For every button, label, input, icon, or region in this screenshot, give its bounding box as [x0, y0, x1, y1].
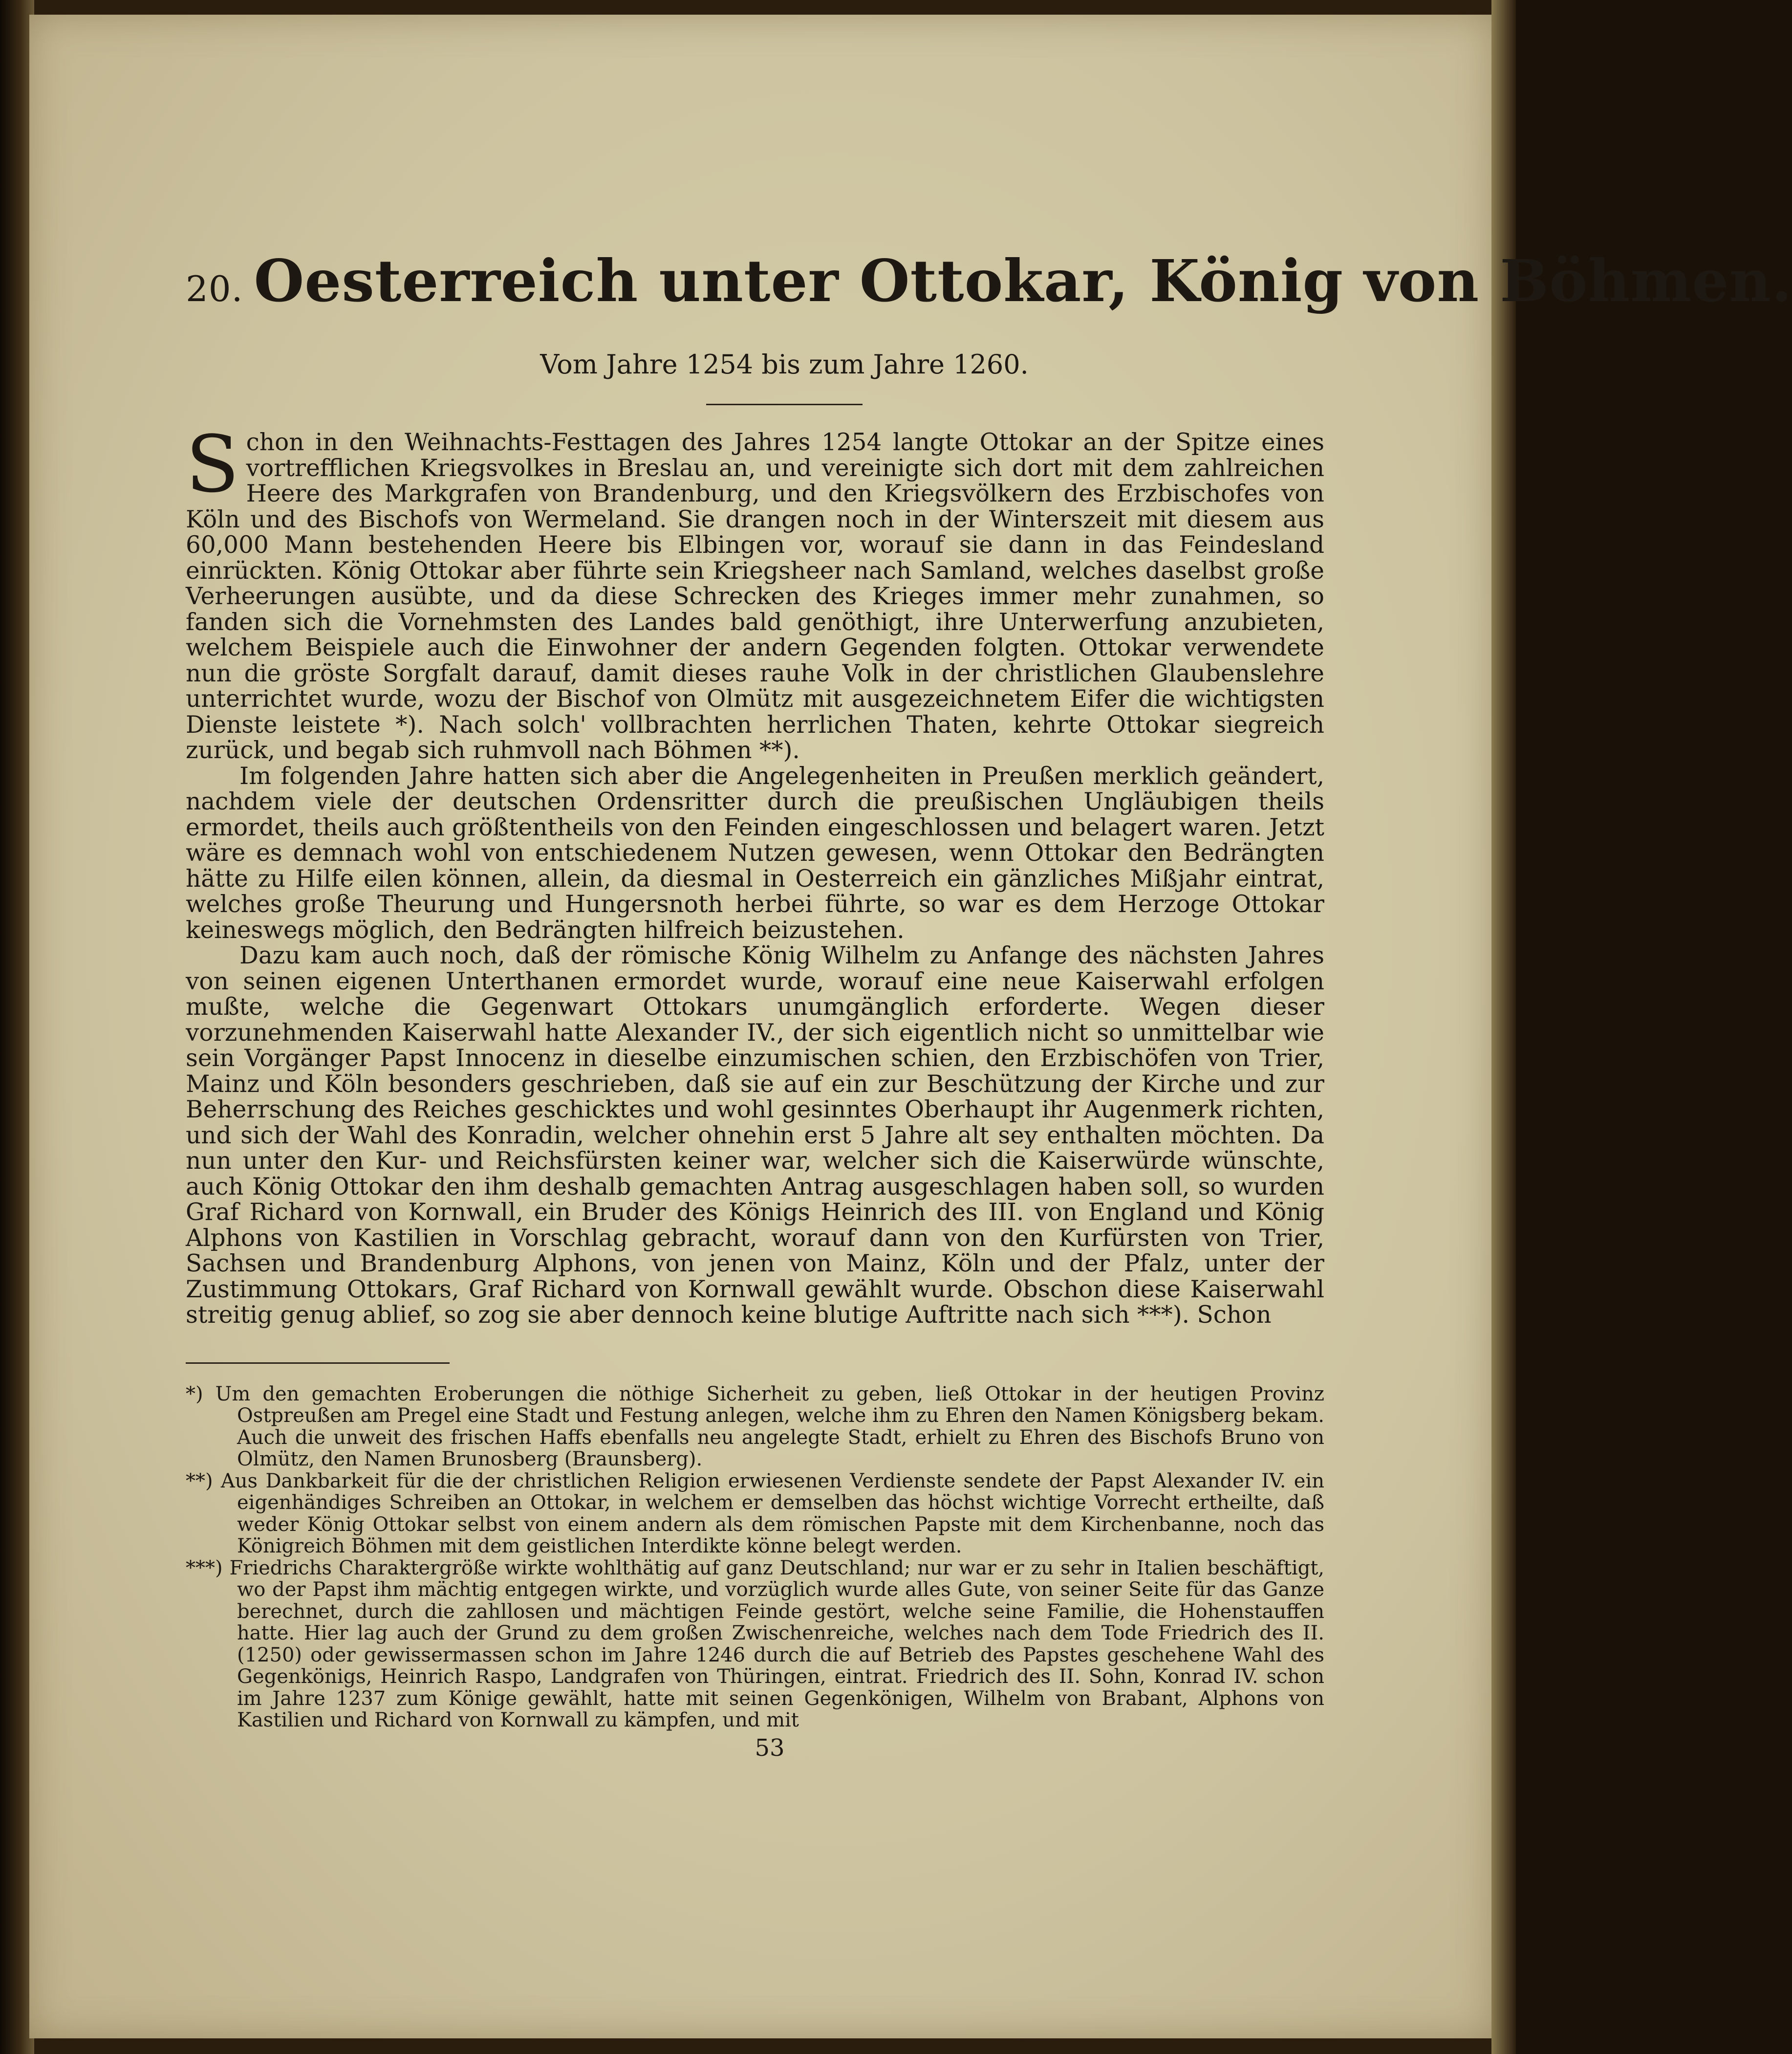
title-divider	[706, 404, 863, 405]
paragraph-1	[186, 418, 1324, 764]
paragraph-3: Dazu kam auch noch, daß der römische König Wilhelm zu Anfange des nächsten Jahres von seinen eigenen Unterthanen ermordet wurde, worauf eine neue Kaiserwahl erfolgen mußte, welche die Gegenwart Ottokars unumgänglich erforderte. Wegen dieser vorzunehmenden Kaiserwahl hatte Alexander IV., der sich eigentlich nicht so unmittelbar wie sein Vorgänger Papst Innocenz in dieselbe einzumischen schien, den Erzbischöfen von Trier, Mainz und Köln besonders geschrieben, daß sie auf ein zur Beschützung der Kirche und zur Beherrschung des Reiches geschicktes und wohl gesinntes Oberhaupt ihr Augenmerk richten, und sich der Wahl des Konradin, welcher ohnehin erst 5 Jahre alt sey enthalten möchten. Da nun unter den Kur- und Reichsfürsten keiner war, welcher sich die Kaiserwürde wünschte, auch König Ottokar den ihm deshalb gemachten Antrag ausgeschlagen haben soll, so wurden Graf Richard von Kornwall, ein Bruder des Königs Heinrich des III. von England und König Alphons von Kastilien in Vorschlag gebracht, worauf dann von den Kurfürsten von Trier, Sachsen und Brandenburg Alphons, von jenen von Mainz, Köln und der Pfalz, unter der Zustimmung Ottokars, Graf Richard von Kornwall gewählt wurde. Obschon diese Kaiserwahl streitig genug ablief, so zog sie aber dennoch keine blutige Auftritte nach sich ***). Schon	[186, 942, 1324, 1329]
footnote-divider	[186, 1362, 450, 1364]
page-content	[186, 244, 1792, 1762]
paragraph-1-text: chon in den Weihnachts-Festtagen des Jahres 1254 langte Ottokar an der Spitze eines vortrefflichen Kriegsvolkes in Breslau an, und vereinigte sich dort mit dem zahlreichen Heere des Markgrafen von Brandenburg, und den Kriegsvölkern des Erzbischofes von Köln und des Bischofs von Wermeland. Sie drangen noch in der Winterszeit mit diesem aus 60,000 Mann bestehenden Heere bis Elbingen vor, worauf sie dann in das Feindesland einrückten. König Ottokar aber führte sein Kriegsheer nach Samland, welches daselbst große Verheerungen ausübte, und da diese Schrecken des Krieges immer mehr zunahmen, so fanden sich die Vornehmsten des Landes bald genöthigt, ihre Unterwerfung anzubieten, welchem Beispiele auch die Einwohner der andern Gegenden folgten. Ottokar verwendete nun die gröste Sorgfalt darauf, damit dieses rauhe Volk in der christlichen Glaubenslehre unterrichtet wurde, wozu der Bischof von Olmütz mit ausgezeichnetem Eifer die wichtigsten Dienste leistete *). Nach solch' vollbrachten herrlichen Thaten, kehrte Ottokar siegreich zurück, und begab sich ruhmvoll nach Böhmen **).	[186, 429, 1324, 764]
chapter-title: Oesterreich unter Ottokar, König von Böhmen.	[254, 247, 1792, 315]
chapter-heading	[186, 244, 1792, 326]
footnote-3: ***) Friedrichs Charaktergröße wirkte wohlthätig auf ganz Deutschland; nur war er zu sehr in Italien beschäftigt, wo der Papst ihm mächtig entgegen wirkte, und vorzüglich wurde alles Gute, von seiner Seite für das Ganze berechnet, durch die zahllosen und mächtigen Feinde gestört, welche seine Familie, die Hohenstauffen hatte. Hier lag auch der Grund zu dem großen Zwischenreiche, welches nach dem Tode Friedrich des II. (1250) oder gewissermassen schon im Jahre 1246 durch die auf Betrieb des Papstes geschehene Wahl des Gegenkönigs, Heinrich Raspo, Landgrafen von Thüringen, eintrat. Friedrich des II. Sohn, Konrad IV. schon im Jahre 1237 zum Könige gewählt, hatte mit seinen Gegenkönigen, Wilhelm von Brabant, Alphons von Kastilien und Richard von Kornwall zu kämpfen, und mit	[186, 1556, 1324, 1731]
chapter-number: 20.	[186, 268, 243, 309]
drop-cap: S	[186, 418, 239, 510]
chapter-subtitle: Vom Jahre 1254 bis zum Jahre 1260.	[540, 349, 1029, 380]
footnote-2: **) Aus Dankbarkeit für die der christlichen Religion erwiesenen Verdienste sendete der Papst Alexander IV. ein eigenhändiges Schreiben an Ottokar, in welchem er demselben das höchst wichtige Vorrecht ertheilte, daß weder König Ottokar selbst von einem andern als dem römischen Papste mit dem Kirchenbanne, noch das Königreich Böhmen mit dem geistlichen Interdikte könne belegt werden.	[186, 1469, 1324, 1557]
paragraph-2: Im folgenden Jahre hatten sich aber die Angelegenheiten in Preußen merklich geändert, nachdem viele der deutschen Ordensritter durch die preußischen Ungläubigen theils ermordet, theils auch größtentheils von den Feinden eingeschlossen und belagert waren. Jetzt wäre es demnach wohl von entschiedenem Nutzen gewesen, wenn Ottokar den Bedrängten hätte zu Hilfe eilen können, allein, da diesmal in Oesterreich ein gänzliches Mißjahr eintrat, welches große Theurung und Hungersnoth herbei führte, so war es dem Herzoge Ottokar keineswegs möglich, den Bedrängten hilfreich beizustehen.	[186, 762, 1324, 944]
page-number: 53	[755, 1734, 785, 1762]
footnote-1: *) Um den gemachten Eroberungen die nöthige Sicherheit zu geben, ließ Ottokar in der heutigen Provinz Ostpreußen am Pregel eine Stadt und Festung anlegen, welche ihm zu Ehren den Namen Königsberg bekam. Auch die unweit des frischen Haffs ebenfalls neu angelegte Stadt, erhielt zu Ehren des Bischofs Bruno von Olmütz, den Namen Brunosberg (Braunsberg).	[186, 1382, 1324, 1470]
